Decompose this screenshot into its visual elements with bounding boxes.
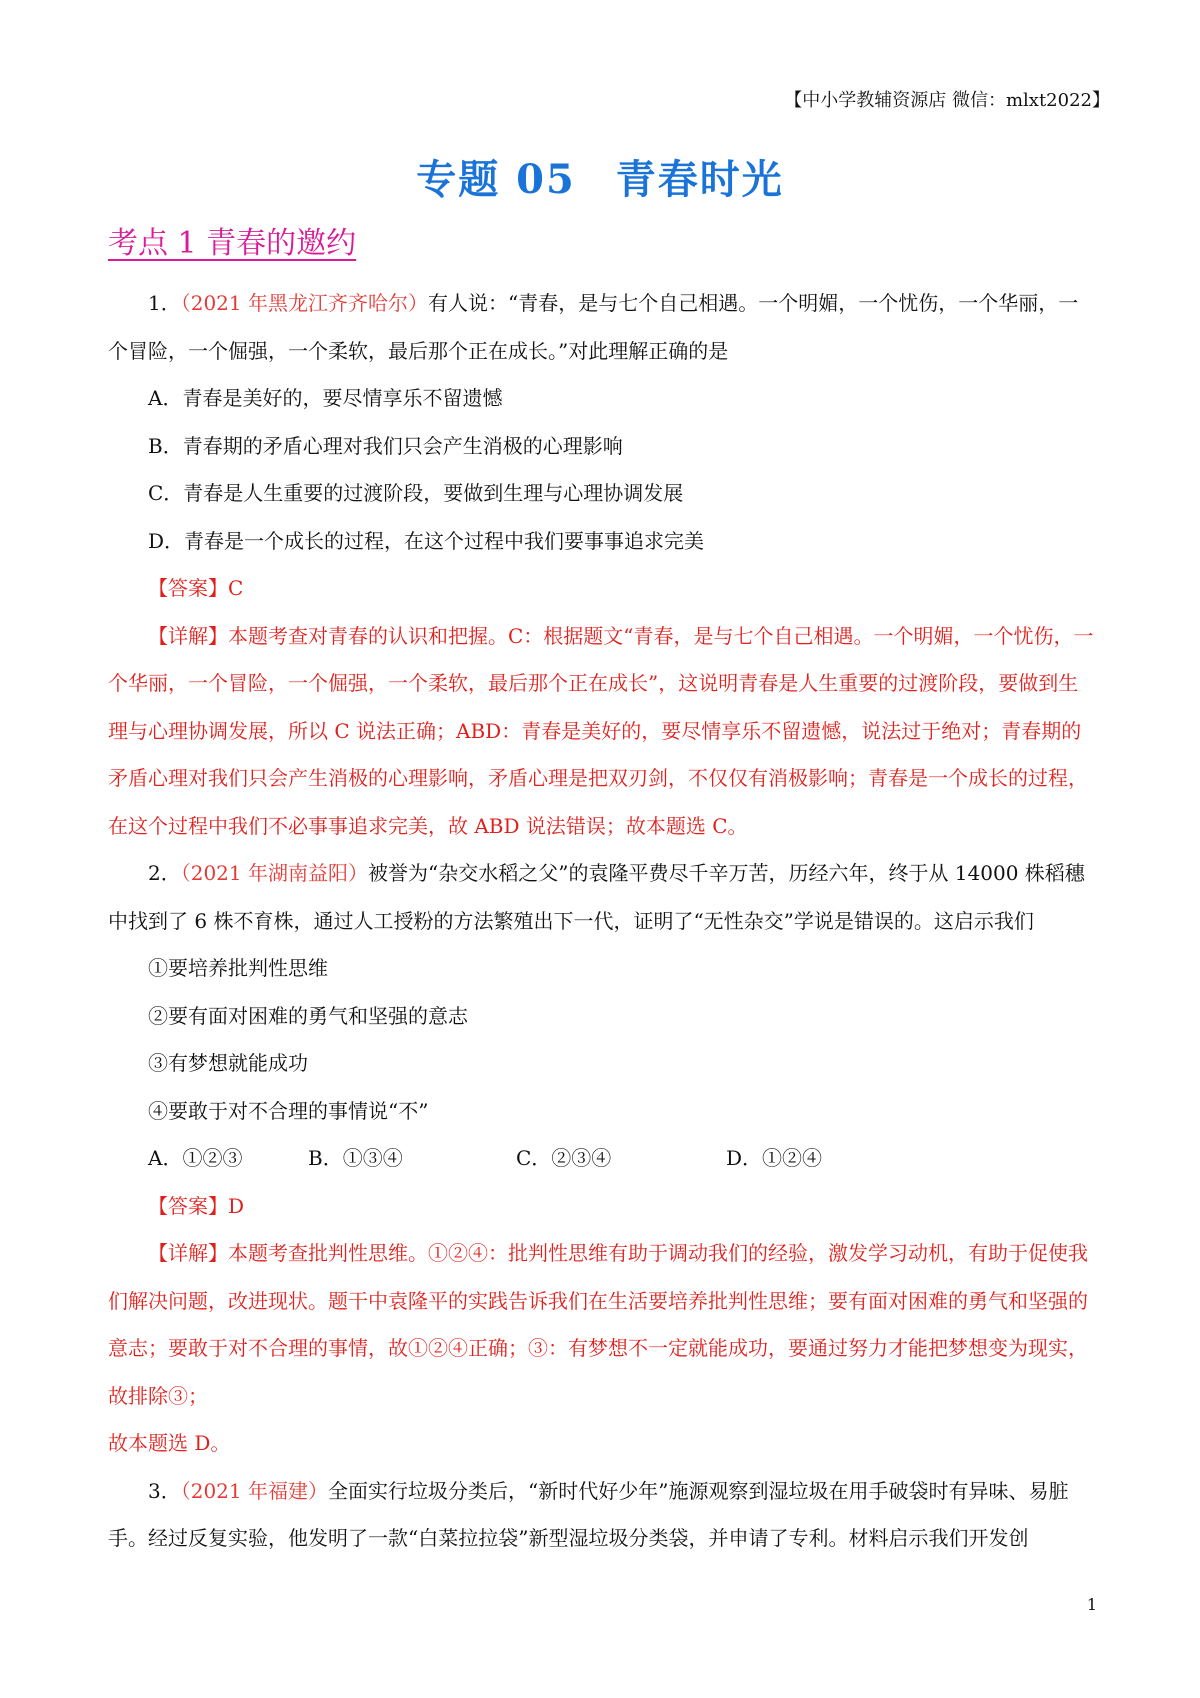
question-content: [108, 280, 1098, 1563]
page-number: 1: [1086, 1595, 1097, 1614]
question-3: [108, 1468, 1098, 1563]
option-b: B．青春期的矛盾心理对我们只会产生消极的心理影响: [148, 433, 623, 458]
explanation: 【详解】本题考查对青春的认识和把握。C：根据题文“青春，是与七个自己相遇。一个明媚，一个忧伤，一个华丽，一个冒险，一个倔强，一个柔软，最后那个正在成长”，这说明青春是人生重要的过渡阶段，要做到生理与心理协调发展，所以 C 说法正确；ABD：青春是美好的，要尽情享乐不留遗憾，说法过于绝对；青春期的矛盾心理对我们只会产生消极的心理影响，矛盾心理是把双刃剑，不仅仅有消极影响；青春是一个成长的过程，在这个过程中我们不必事事追求完美，故 ABD 说法错误；故本题选 C。: [108, 623, 1094, 838]
header-note: 【中小学教辅资源店 微信：mlxt2022】: [784, 90, 1110, 111]
statement-1: ①要培养批判性思维: [148, 956, 328, 980]
question-source: （2021 年湖南益阳）: [180, 861, 368, 885]
statement-2: ②要有面对困难的勇气和坚强的意志: [148, 1003, 468, 1028]
conclusion: 故本题选 D。: [108, 1431, 231, 1455]
option-a: A．青春是美好的，要尽情享乐不留遗憾: [148, 386, 503, 410]
question-2: [108, 850, 1098, 945]
statement-4: ④要敢于对不合理的事情说“不”: [148, 1098, 429, 1123]
explanation: 【详解】本题考查批判性思维。①②④：批判性思维有助于调动我们的经验，激发学习动机，有助于促使我们解决问题，改进现状。题干中袁隆平的实践告诉我们在生活要培养批判性思维；要有面对困难的勇气和坚强的意志；要敢于对不合理的事情，故①②④正确；③：有梦想不一定就能成功，要通过努力才能把梦想变为现实，故排除③；: [108, 1241, 1088, 1408]
choice-c: C．②③④: [516, 1146, 612, 1170]
choice-b: B．①③④: [308, 1146, 403, 1170]
choice-a: A．①②③: [148, 1146, 243, 1170]
question-stem: 被誉为“杂交水稻之父”的袁隆平费尽千辛万苦，历经六年，终于从 14000 株稻穗中找到了 6 株不育株，通过人工授粉的方法繁殖出下一代，证明了“无性杂交”学说是错误的。这启示我们: [108, 861, 1085, 933]
question-1: [108, 280, 1098, 375]
option-d: D．青春是一个成长的过程，在这个过程中我们要事事追求完美: [148, 528, 705, 553]
answer: 【答案】C: [148, 576, 244, 600]
question-number: 1．: [148, 291, 181, 315]
choice-row: [108, 1135, 1098, 1183]
question-stem: 全面实行垃圾分类后，“新时代好少年”施源观察到湿垃圾在用手破袋时有异味、易脏手。经过反复实验，他发明了一款“白菜拉拉袋”新型湿垃圾分类袋，并申请了专利。材料启示我们开发创: [108, 1478, 1069, 1550]
question-stem: 有人说：“青春，是与七个自己相遇。一个明媚，一个忧伤，一个华丽，一个冒险，一个倔强，一个柔软，最后那个正在成长。”对此理解正确的是: [108, 291, 1079, 363]
answer: 【答案】D: [148, 1193, 245, 1218]
question-number: 2．: [148, 861, 181, 885]
question-number: 3．: [148, 1478, 181, 1503]
question-source: （2021 年福建）: [180, 1478, 328, 1503]
option-c: C．青春是人生重要的过渡阶段，要做到生理与心理协调发展: [148, 481, 684, 505]
title-topic-number: 专题 05: [416, 156, 576, 203]
choice-d: D．①②④: [726, 1146, 823, 1170]
section-heading: 考点 1 青春的邀约: [108, 226, 357, 261]
question-source: （2021 年黑龙江齐齐哈尔）: [180, 291, 428, 315]
statement-3: ③有梦想就能成功: [148, 1051, 308, 1075]
title-topic-name: 青春时光: [615, 156, 784, 203]
page-title: [0, 148, 1200, 205]
